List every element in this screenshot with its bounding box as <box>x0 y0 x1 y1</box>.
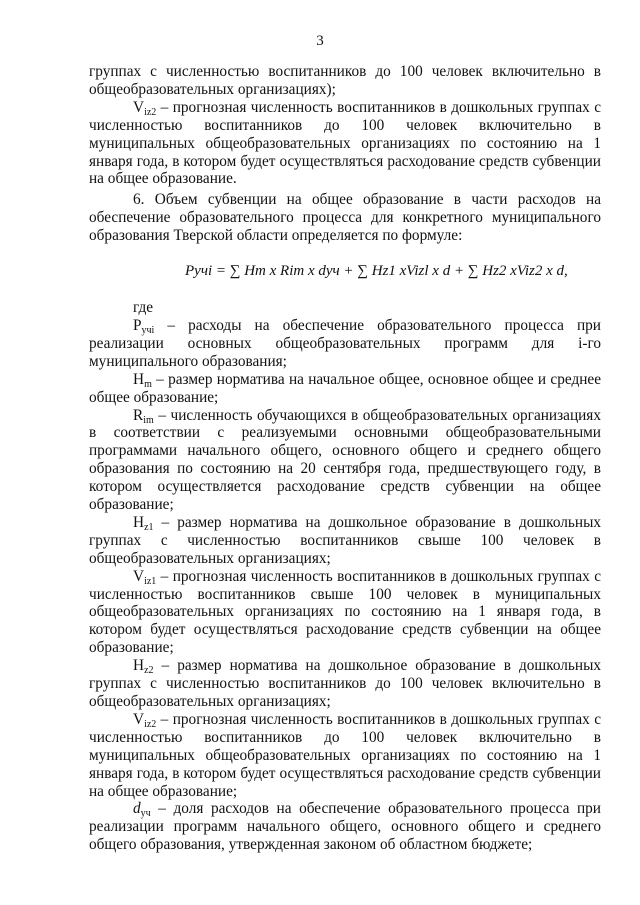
definition-symbol: H <box>133 370 145 388</box>
definition-text: – размер норматива на начальное общее, основное общее и среднее общее образование; <box>89 370 601 406</box>
definition-symbol: R <box>133 406 144 424</box>
definition-text: – размер норматива на дошкольное образование в дошкольных группах с численностью воспитанников свыше 100 человек в общеобразовательных организациях; <box>89 513 601 567</box>
formula <box>185 263 601 285</box>
definition-subscript: im <box>143 414 154 426</box>
definition-subscript: iz1 <box>144 575 157 587</box>
paragraph-6: 6. Объем субвенции на общее образование в части расходов на обеспечение образовательного процесса для конкретного муниципального образования Тверской области определяется по формуле: <box>89 191 601 245</box>
definition-subscript: уч <box>140 808 151 820</box>
definition-symbol: V <box>133 710 145 728</box>
definition-symbol: H <box>133 657 145 675</box>
definition-viz2-top: $V_{iz2}$ – прогнозная численность воспитанников в дошкольных группах с численностью воспитанников до 100 человек включительно в муниципальных общеобразовательных организациях по состоянию на 1 января года, в котором будет осуществляться расходование средств субвенции на общее образование. <box>89 98 601 188</box>
definition-symbol: V <box>133 567 145 585</box>
definition-item <box>89 657 601 711</box>
definition-subscript: z2 <box>144 665 154 677</box>
definition-symbol: d <box>133 800 141 818</box>
definition-item <box>89 371 601 407</box>
definition-text: – прогнозная численность воспитанников в дошкольных группах с численностью воспитанников свыше 100 человек в муниципальных общеобразовательных организациях по состоянию на 1 января года, в котором будет осуществляться расходование средств субвенции на общее образование; <box>89 567 601 657</box>
definition-subscript: учi <box>141 324 155 336</box>
where-label: где <box>133 299 154 317</box>
definition-item <box>89 568 601 658</box>
definition-text: – численность обучающихся в общеобразовательных организациях в соответствии с реализуемыми основными общеобразовательными программами начального общего, основного общего и среднего общего образования по состоянию на 20 сентября года, предшествующего году, в котором осуществляется расходование средств субвенции на общее образование; <box>89 406 601 514</box>
definition-symbol: P <box>133 316 142 334</box>
page-number: 3 <box>316 33 324 49</box>
definition-item <box>89 711 601 801</box>
definition-text: – размер норматива на дошкольное образование в дошкольных группах с численностью воспитанников до 100 человек включительно в общеобразовательных организациях; <box>89 657 601 710</box>
definition-item <box>89 317 601 371</box>
definition-item <box>89 514 601 568</box>
definitions-list <box>89 317 601 854</box>
definition-subscript: z1 <box>144 521 154 533</box>
definition-text: – расходы на обеспечение образовательного процесса при реализации основных общеобразовательных программ для i-го муниципального образования; <box>89 316 601 370</box>
formula-text: Pучi = ∑ Hm x Rim x dуч + ∑ Hz1 xVizl x d + ∑ Hz2 xViz2 x d, <box>185 263 568 280</box>
definition-text: – прогнозная численность воспитанников в дошкольных группах с численностью воспитанников до 100 человек включительно в муниципальных общеобразовательных организациях по состоянию на 1 января года, в котором будет осуществляться расходование средств субвенции на общее образование; <box>89 710 601 800</box>
paragraph-continuation: группах с численностью воспитанников до 100 человек включительно в общеобразовательных организациях); <box>89 63 601 98</box>
definition-subscript: iz2 <box>144 718 157 730</box>
definition-text: – доля расходов на обеспечение образовательного процесса при реализации программ начального общего, основного общего и среднего общего образования, утвержденная законом об областном бюджете; <box>89 800 601 854</box>
definition-symbol: H <box>133 513 145 531</box>
document-body <box>89 63 601 854</box>
definition-subscript: m <box>144 378 152 390</box>
definition-item <box>89 407 601 514</box>
definition-item <box>89 800 601 854</box>
